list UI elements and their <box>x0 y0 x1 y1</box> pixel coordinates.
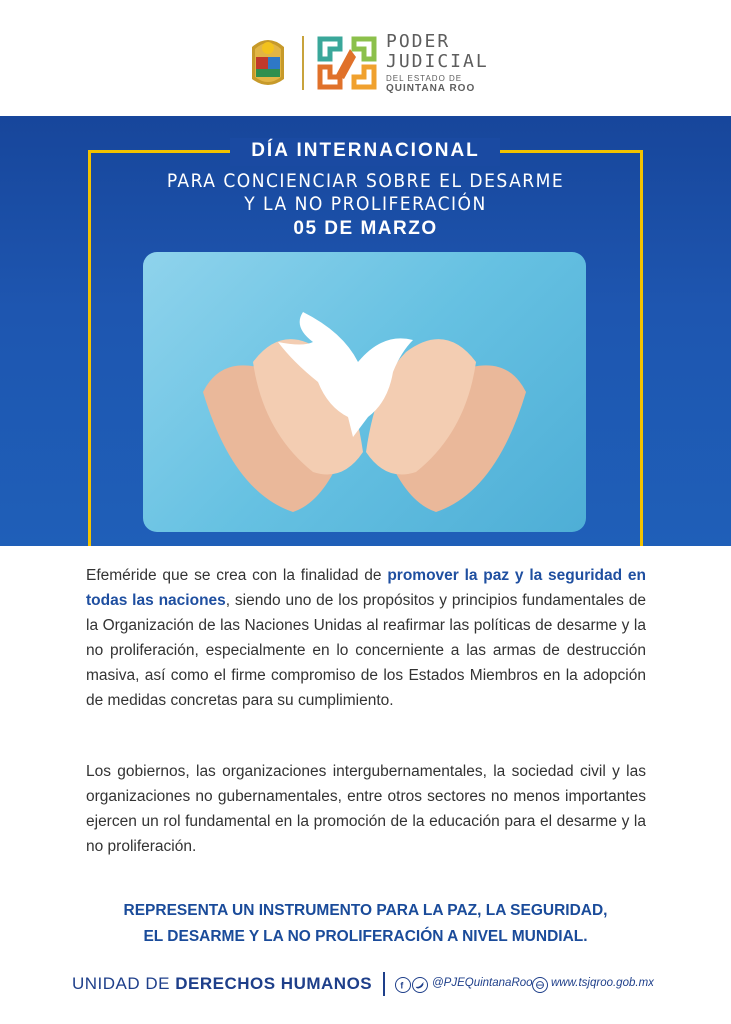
state-seal-icon <box>248 33 288 91</box>
banner <box>0 116 731 546</box>
paragraph-2: Los gobiernos, las organizaciones intergubernamentales, la sociedad civil y las organizaciones no gubernamentales, entre otros sectores no menos importantes ejercen un rol fundamental en la promoción de la educación para el desarme y la no proliferación. <box>86 763 646 855</box>
paragraph-1-rest: , siendo uno de los propósitos y principios fundamentales de la Organización de las Naciones Unidas al reafirmar las políticas de desarme y la no proliferación, especialmente en lo concerniente a las armas de destrucción masiva, así como el firme compromiso de los Estados Miembros en la adopción de medidas concretas para su cumplimiento. <box>86 592 646 709</box>
banner-subtitle-line-1: PARA CONCIENCIAR SOBRE EL DESARME <box>166 170 565 192</box>
unit-name <box>72 974 372 994</box>
hands-dove-photo <box>143 252 586 532</box>
facebook-icon[interactable] <box>395 977 411 993</box>
poder-judicial-wordmark <box>386 32 489 94</box>
closing-statement <box>0 898 731 950</box>
closing-line-1: REPRESENTA UN INSTRUMENTO PARA LA PAZ, LA SEGURIDAD, <box>123 902 608 919</box>
logo-line-4: QUINTANA ROO <box>386 83 476 94</box>
svg-text:f: f <box>400 980 404 991</box>
banner-subtitle-line-2: Y LA NO PROLIFERACIÓN <box>244 193 487 215</box>
unit-bold: DERECHOS HUMANOS <box>175 974 373 993</box>
twitter-icon[interactable] <box>412 977 428 993</box>
social-handle-link[interactable]: @PJEQuintanaRoo <box>432 977 533 989</box>
globe-icon <box>532 977 548 993</box>
header <box>0 0 731 116</box>
banner-title: DÍA INTERNACIONAL <box>251 140 480 161</box>
hands-dove-illustration <box>143 252 586 532</box>
logo-line-3: DEL ESTADO DE <box>386 74 463 83</box>
unit-prefix: UNIDAD DE <box>72 974 176 993</box>
footer <box>0 968 731 1002</box>
website-link[interactable]: www.tsjqroo.gob.mx <box>551 977 654 989</box>
logo-line-2: JUDICIAL <box>386 51 489 72</box>
paragraph-1 <box>86 563 646 713</box>
logo-line-1: PODER <box>386 31 451 52</box>
header-divider <box>302 36 304 90</box>
paragraph-1-intro: Efeméride que se crea con la finalidad de <box>86 567 388 584</box>
closing-line-2: EL DESARME Y LA NO PROLIFERACIÓN A NIVEL MUNDIAL. <box>143 928 588 945</box>
banner-date: 05 DE MARZO <box>293 218 438 239</box>
paragraph-1-highlight: promover la paz y la seguridad en todas las naciones <box>86 567 646 609</box>
poder-judicial-logo-icon <box>316 35 378 91</box>
footer-divider <box>383 972 385 996</box>
